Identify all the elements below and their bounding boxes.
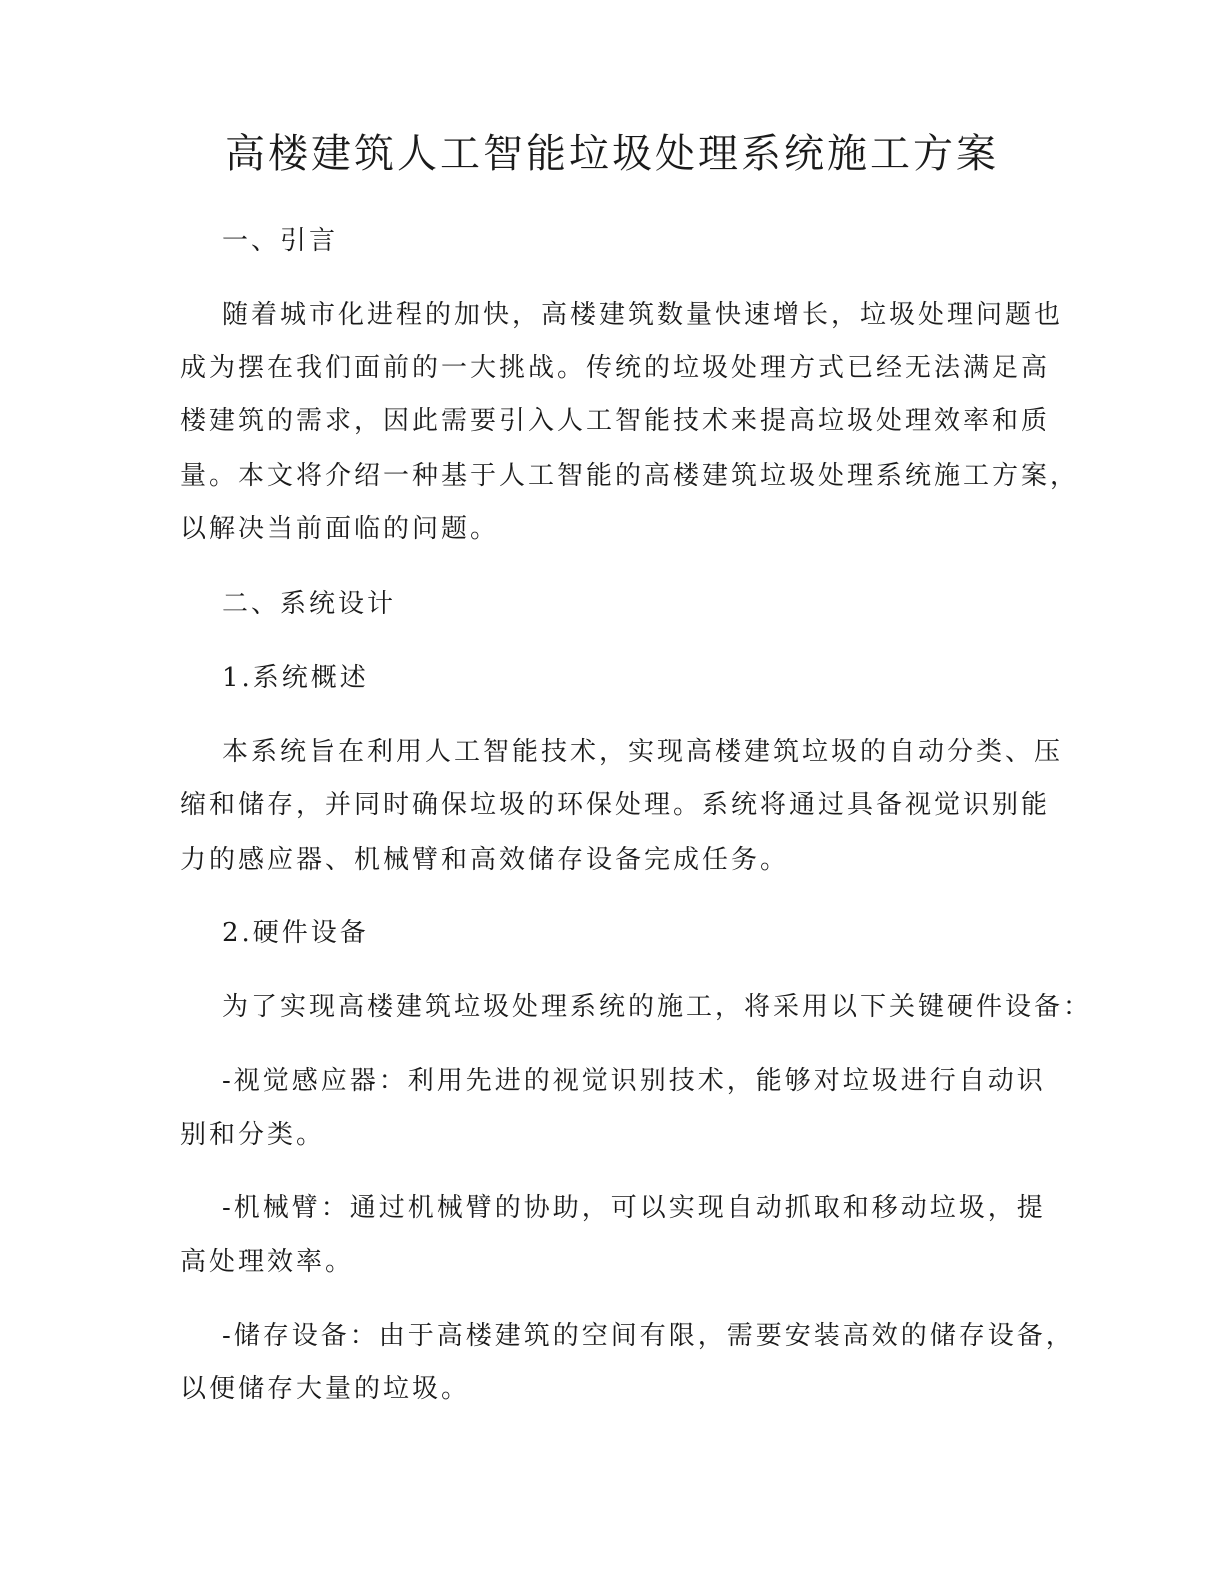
section-heading-design: 二、系统设计 xyxy=(222,589,397,619)
subsection-heading-overview: 1.系统概述 xyxy=(222,663,369,693)
intro-paragraph-line: 以解决当前面临的问题。 xyxy=(180,514,500,544)
intro-paragraph-line: 楼建筑的需求，因此需要引入人工智能技术来提高垃圾处理效率和质 xyxy=(180,406,1051,436)
hardware-item-vision-sensor: -视觉感应器：利用先进的视觉识别技术，能够对垃圾进行自动识 xyxy=(222,1066,1046,1096)
subsection-heading-hardware: 2.硬件设备 xyxy=(222,918,369,948)
hardware-item-vision-sensor-cont: 别和分类。 xyxy=(180,1120,326,1150)
hardware-item-storage: -储存设备：由于高楼建筑的空间有限，需要安装高效的储存设备， xyxy=(222,1321,1075,1351)
hardware-item-storage-cont: 以便储存大量的垃圾。 xyxy=(180,1374,471,1404)
overview-paragraph-line: 缩和储存，并同时确保垃圾的环保处理。系统将通过具备视觉识别能 xyxy=(180,790,1051,820)
section-heading-intro: 一、引言 xyxy=(222,226,339,256)
overview-paragraph-line: 力的感应器、机械臂和高效储存设备完成任务。 xyxy=(180,845,790,875)
intro-paragraph-line: 成为摆在我们面前的一大挑战。传统的垃圾处理方式已经无法满足高 xyxy=(180,353,1051,383)
hardware-intro-paragraph: 为了实现高楼建筑垃圾处理系统的施工，将采用以下关键硬件设备： xyxy=(222,992,1093,1022)
intro-paragraph-line: 随着城市化进程的加快，高楼建筑数量快速增长，垃圾处理问题也 xyxy=(222,300,1064,330)
intro-paragraph-line: 量。本文将介绍一种基于人工智能的高楼建筑垃圾处理系统施工方案， xyxy=(180,461,1080,491)
hardware-item-robot-arm: -机械臂：通过机械臂的协助，可以实现自动抓取和移动垃圾，提 xyxy=(222,1193,1046,1223)
document-title: 高楼建筑人工智能垃圾处理系统施工方案 xyxy=(225,131,999,177)
hardware-item-robot-arm-cont: 高处理效率。 xyxy=(180,1247,355,1277)
overview-paragraph-line: 本系统旨在利用人工智能技术，实现高楼建筑垃圾的自动分类、压 xyxy=(222,737,1064,767)
